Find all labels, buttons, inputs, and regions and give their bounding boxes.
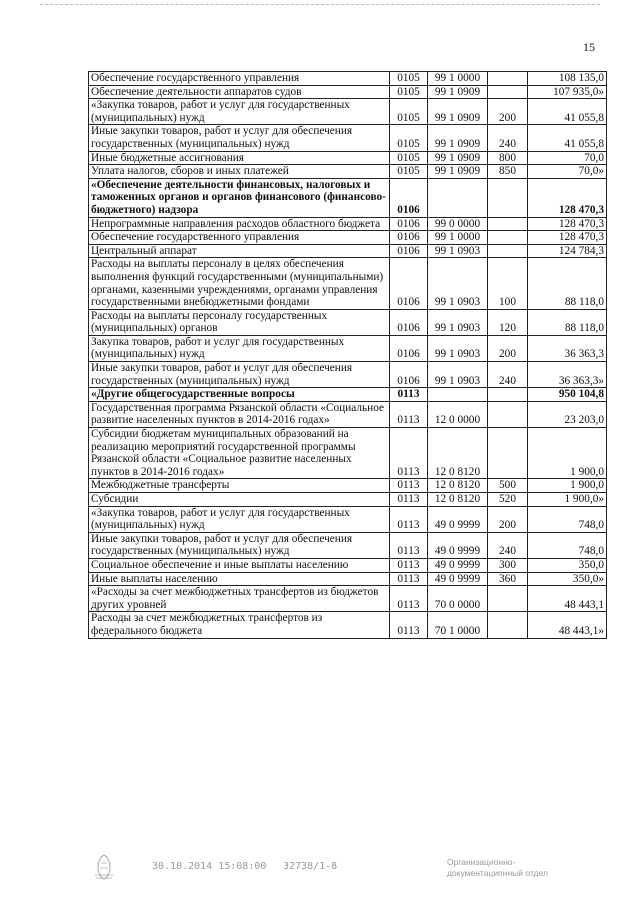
emblem-icon [92, 853, 116, 881]
row-target-cell: 99 0 0000 [428, 217, 488, 231]
row-amount-cell: 128 470,3 [528, 231, 607, 245]
row-amount-cell: 41 055,8 [528, 99, 607, 125]
table-row [89, 479, 607, 493]
row-expense-type-cell: 100 [488, 258, 528, 309]
table-row [89, 244, 607, 258]
row-amount-cell: 350,0 [528, 558, 607, 572]
row-expense-type-cell: 240 [488, 532, 528, 558]
row-target-cell: 99 1 0903 [428, 362, 488, 388]
row-amount-cell: 88 118,0 [528, 309, 607, 335]
row-name-cell: Социальное обеспечение и иные выплаты населению [89, 558, 390, 572]
table-row [89, 258, 607, 309]
row-section-cell: 0113 [390, 428, 428, 479]
table-row [89, 401, 607, 427]
row-amount-cell: 107 935,0» [528, 85, 607, 99]
row-amount-cell: 748,0 [528, 532, 607, 558]
table-row [89, 493, 607, 507]
row-name-cell: «Другие общегосударственные вопросы [89, 388, 390, 402]
row-expense-type-cell [488, 244, 528, 258]
row-amount-cell: 350,0» [528, 572, 607, 586]
table-row [89, 309, 607, 335]
row-name-cell: Расходы за счет межбюджетных трансфертов из федерального бюджета [89, 612, 390, 638]
row-amount-cell: 1 900,0 [528, 479, 607, 493]
row-name-cell: Межбюджетные трансферты [89, 479, 390, 493]
row-name-cell: Иные выплаты населению [89, 572, 390, 586]
footer-timestamp: 30.10.2014 15:08:00 [152, 861, 267, 872]
row-amount-cell: 128 470,3 [528, 217, 607, 231]
row-section-cell: 0113 [390, 401, 428, 427]
row-amount-cell: 36 363,3 [528, 335, 607, 361]
row-section-cell: 0106 [390, 309, 428, 335]
row-section-cell: 0113 [390, 612, 428, 638]
row-expense-type-cell [488, 428, 528, 479]
row-amount-cell: 36 363,3» [528, 362, 607, 388]
row-section-cell: 0105 [390, 85, 428, 99]
row-expense-type-cell [488, 586, 528, 612]
table-row [89, 85, 607, 99]
row-amount-cell: 1 900,0 [528, 428, 607, 479]
row-expense-type-cell [488, 388, 528, 402]
row-expense-type-cell: 800 [488, 151, 528, 165]
row-target-cell: 99 1 0903 [428, 258, 488, 309]
table-row [89, 586, 607, 612]
row-target-cell: 99 1 0909 [428, 99, 488, 125]
row-name-cell: Центральный аппарат [89, 244, 390, 258]
table-row [89, 532, 607, 558]
row-target-cell: 99 1 0909 [428, 151, 488, 165]
table-row [89, 558, 607, 572]
row-target-cell: 99 1 0903 [428, 309, 488, 335]
row-expense-type-cell: 500 [488, 479, 528, 493]
row-name-cell: Обеспечение деятельности аппаратов судов [89, 85, 390, 99]
row-section-cell: 0113 [390, 558, 428, 572]
row-section-cell: 0113 [390, 572, 428, 586]
table-row [89, 506, 607, 532]
table-row [89, 125, 607, 151]
row-expense-type-cell: 360 [488, 572, 528, 586]
row-expense-type-cell: 240 [488, 125, 528, 151]
row-section-cell: 0113 [390, 493, 428, 507]
row-name-cell: Иные закупки товаров, работ и услуг для обеспечения государственных (муниципальных) нужд [89, 362, 390, 388]
row-target-cell: 49 0 9999 [428, 506, 488, 532]
row-expense-type-cell: 300 [488, 558, 528, 572]
row-name-cell: Расходы на выплаты персоналу государственных (муниципальных) органов [89, 309, 390, 335]
row-amount-cell: 128 470,3 [528, 178, 607, 217]
table-row [89, 99, 607, 125]
row-amount-cell: 88 118,0 [528, 258, 607, 309]
row-target-cell: 49 0 9999 [428, 558, 488, 572]
row-name-cell: Непрограммные направления расходов областного бюджета [89, 217, 390, 231]
budget-table [88, 71, 607, 639]
row-expense-type-cell [488, 178, 528, 217]
row-target-cell: 99 1 0000 [428, 72, 488, 86]
row-expense-type-cell [488, 72, 528, 86]
top-scan-line [40, 4, 600, 5]
row-section-cell: 0105 [390, 99, 428, 125]
row-section-cell: 0113 [390, 506, 428, 532]
row-expense-type-cell [488, 612, 528, 638]
row-amount-cell: 70,0» [528, 165, 607, 179]
row-section-cell: 0105 [390, 72, 428, 86]
row-section-cell: 0113 [390, 388, 428, 402]
row-target-cell: 70 0 0000 [428, 586, 488, 612]
table-row [89, 178, 607, 217]
row-expense-type-cell: 200 [488, 506, 528, 532]
row-target-cell: 99 1 0903 [428, 335, 488, 361]
row-name-cell: Обеспечение государственного управления [89, 231, 390, 245]
footer-stamp [447, 857, 548, 879]
row-amount-cell: 124 784,3 [528, 244, 607, 258]
row-target-cell: 12 0 0000 [428, 401, 488, 427]
row-target-cell: 99 1 0909 [428, 165, 488, 179]
row-section-cell: 0113 [390, 586, 428, 612]
row-section-cell: 0105 [390, 125, 428, 151]
table-row [89, 612, 607, 638]
row-name-cell: Закупка товаров, работ и услуг для государственных (муниципальных) нужд [89, 335, 390, 361]
row-target-cell: 99 1 0000 [428, 231, 488, 245]
page-number: 15 [583, 40, 595, 54]
row-section-cell: 0113 [390, 479, 428, 493]
table-row [89, 362, 607, 388]
row-name-cell: Иные бюджетные ассигнования [89, 151, 390, 165]
row-section-cell: 0106 [390, 231, 428, 245]
table-row [89, 231, 607, 245]
row-name-cell: Субсидии бюджетам муниципальных образований на реализацию мероприятий государственной программы Рязанской области «Социальное развитие населенных пунктов в 2014-2016 годах» [89, 428, 390, 479]
row-expense-type-cell: 520 [488, 493, 528, 507]
row-target-cell: 99 1 0909 [428, 125, 488, 151]
row-amount-cell: 48 443,1» [528, 612, 607, 638]
row-expense-type-cell: 120 [488, 309, 528, 335]
row-section-cell: 0105 [390, 165, 428, 179]
footer-doc-number: 32738/1-8 [283, 861, 338, 872]
row-amount-cell: 41 055,8 [528, 125, 607, 151]
row-amount-cell: 48 443,1 [528, 586, 607, 612]
row-amount-cell: 1 900,0» [528, 493, 607, 507]
footer-stamp-line1: Организационно- [447, 857, 516, 867]
row-name-cell: Обеспечение государственного управления [89, 72, 390, 86]
row-target-cell: 70 1 0000 [428, 612, 488, 638]
row-section-cell: 0106 [390, 335, 428, 361]
row-name-cell: «Расходы за счет межбюджетных трансфертов из бюджетов других уровней [89, 586, 390, 612]
table-row [89, 72, 607, 86]
row-section-cell: 0113 [390, 532, 428, 558]
row-expense-type-cell: 850 [488, 165, 528, 179]
row-expense-type-cell: 200 [488, 99, 528, 125]
row-expense-type-cell [488, 217, 528, 231]
row-section-cell: 0105 [390, 151, 428, 165]
row-name-cell: Субсидии [89, 493, 390, 507]
row-amount-cell: 950 104,8 [528, 388, 607, 402]
row-name-cell: «Закупка товаров, работ и услуг для государственных (муниципальных) нужд [89, 506, 390, 532]
row-target-cell: 99 1 0903 [428, 244, 488, 258]
row-name-cell: Иные закупки товаров, работ и услуг для обеспечения государственных (муниципальных) нужд [89, 532, 390, 558]
row-amount-cell: 748,0 [528, 506, 607, 532]
row-section-cell: 0106 [390, 362, 428, 388]
table-row [89, 572, 607, 586]
row-target-cell: 49 0 9999 [428, 532, 488, 558]
row-target-cell: 12 0 8120 [428, 493, 488, 507]
row-name-cell: «Закупка товаров, работ и услуг для государственных (муниципальных) нужд [89, 99, 390, 125]
row-name-cell: «Обеспечение деятельности финансовых, налоговых и таможенных органов и органов финансового (финансово-бюджетного) надзора [89, 178, 390, 217]
row-target-cell [428, 178, 488, 217]
row-amount-cell: 108 135,0 [528, 72, 607, 86]
row-target-cell: 49 0 9999 [428, 572, 488, 586]
row-target-cell: 12 0 8120 [428, 428, 488, 479]
row-expense-type-cell [488, 231, 528, 245]
table-row [89, 165, 607, 179]
row-section-cell: 0106 [390, 258, 428, 309]
row-section-cell: 0106 [390, 217, 428, 231]
row-name-cell: Уплата налогов, сборов и иных платежей [89, 165, 390, 179]
row-amount-cell: 70,0 [528, 151, 607, 165]
row-amount-cell: 23 203,0 [528, 401, 607, 427]
row-name-cell: Расходы на выплаты персоналу в целях обеспечения выполнения функций государственными (муниципальными) органами, казенными учреждениями, органами управления государственными внебюджетными фондами [89, 258, 390, 309]
row-section-cell: 0106 [390, 244, 428, 258]
row-expense-type-cell: 240 [488, 362, 528, 388]
row-target-cell [428, 388, 488, 402]
row-expense-type-cell: 200 [488, 335, 528, 361]
row-target-cell: 12 0 8120 [428, 479, 488, 493]
row-target-cell: 99 1 0909 [428, 85, 488, 99]
table-row [89, 151, 607, 165]
table-row [89, 428, 607, 479]
row-expense-type-cell [488, 401, 528, 427]
table-row [89, 335, 607, 361]
row-section-cell: 0106 [390, 178, 428, 217]
table-row [89, 217, 607, 231]
footer-stamp-line2: документационный отдел [447, 868, 548, 878]
row-name-cell: Иные закупки товаров, работ и услуг для обеспечения государственных (муниципальных) нужд [89, 125, 390, 151]
row-name-cell: Государственная программа Рязанской области «Социальное развитие населенных пунктов в 2014-2016 годах» [89, 401, 390, 427]
row-expense-type-cell [488, 85, 528, 99]
table-row [89, 388, 607, 402]
